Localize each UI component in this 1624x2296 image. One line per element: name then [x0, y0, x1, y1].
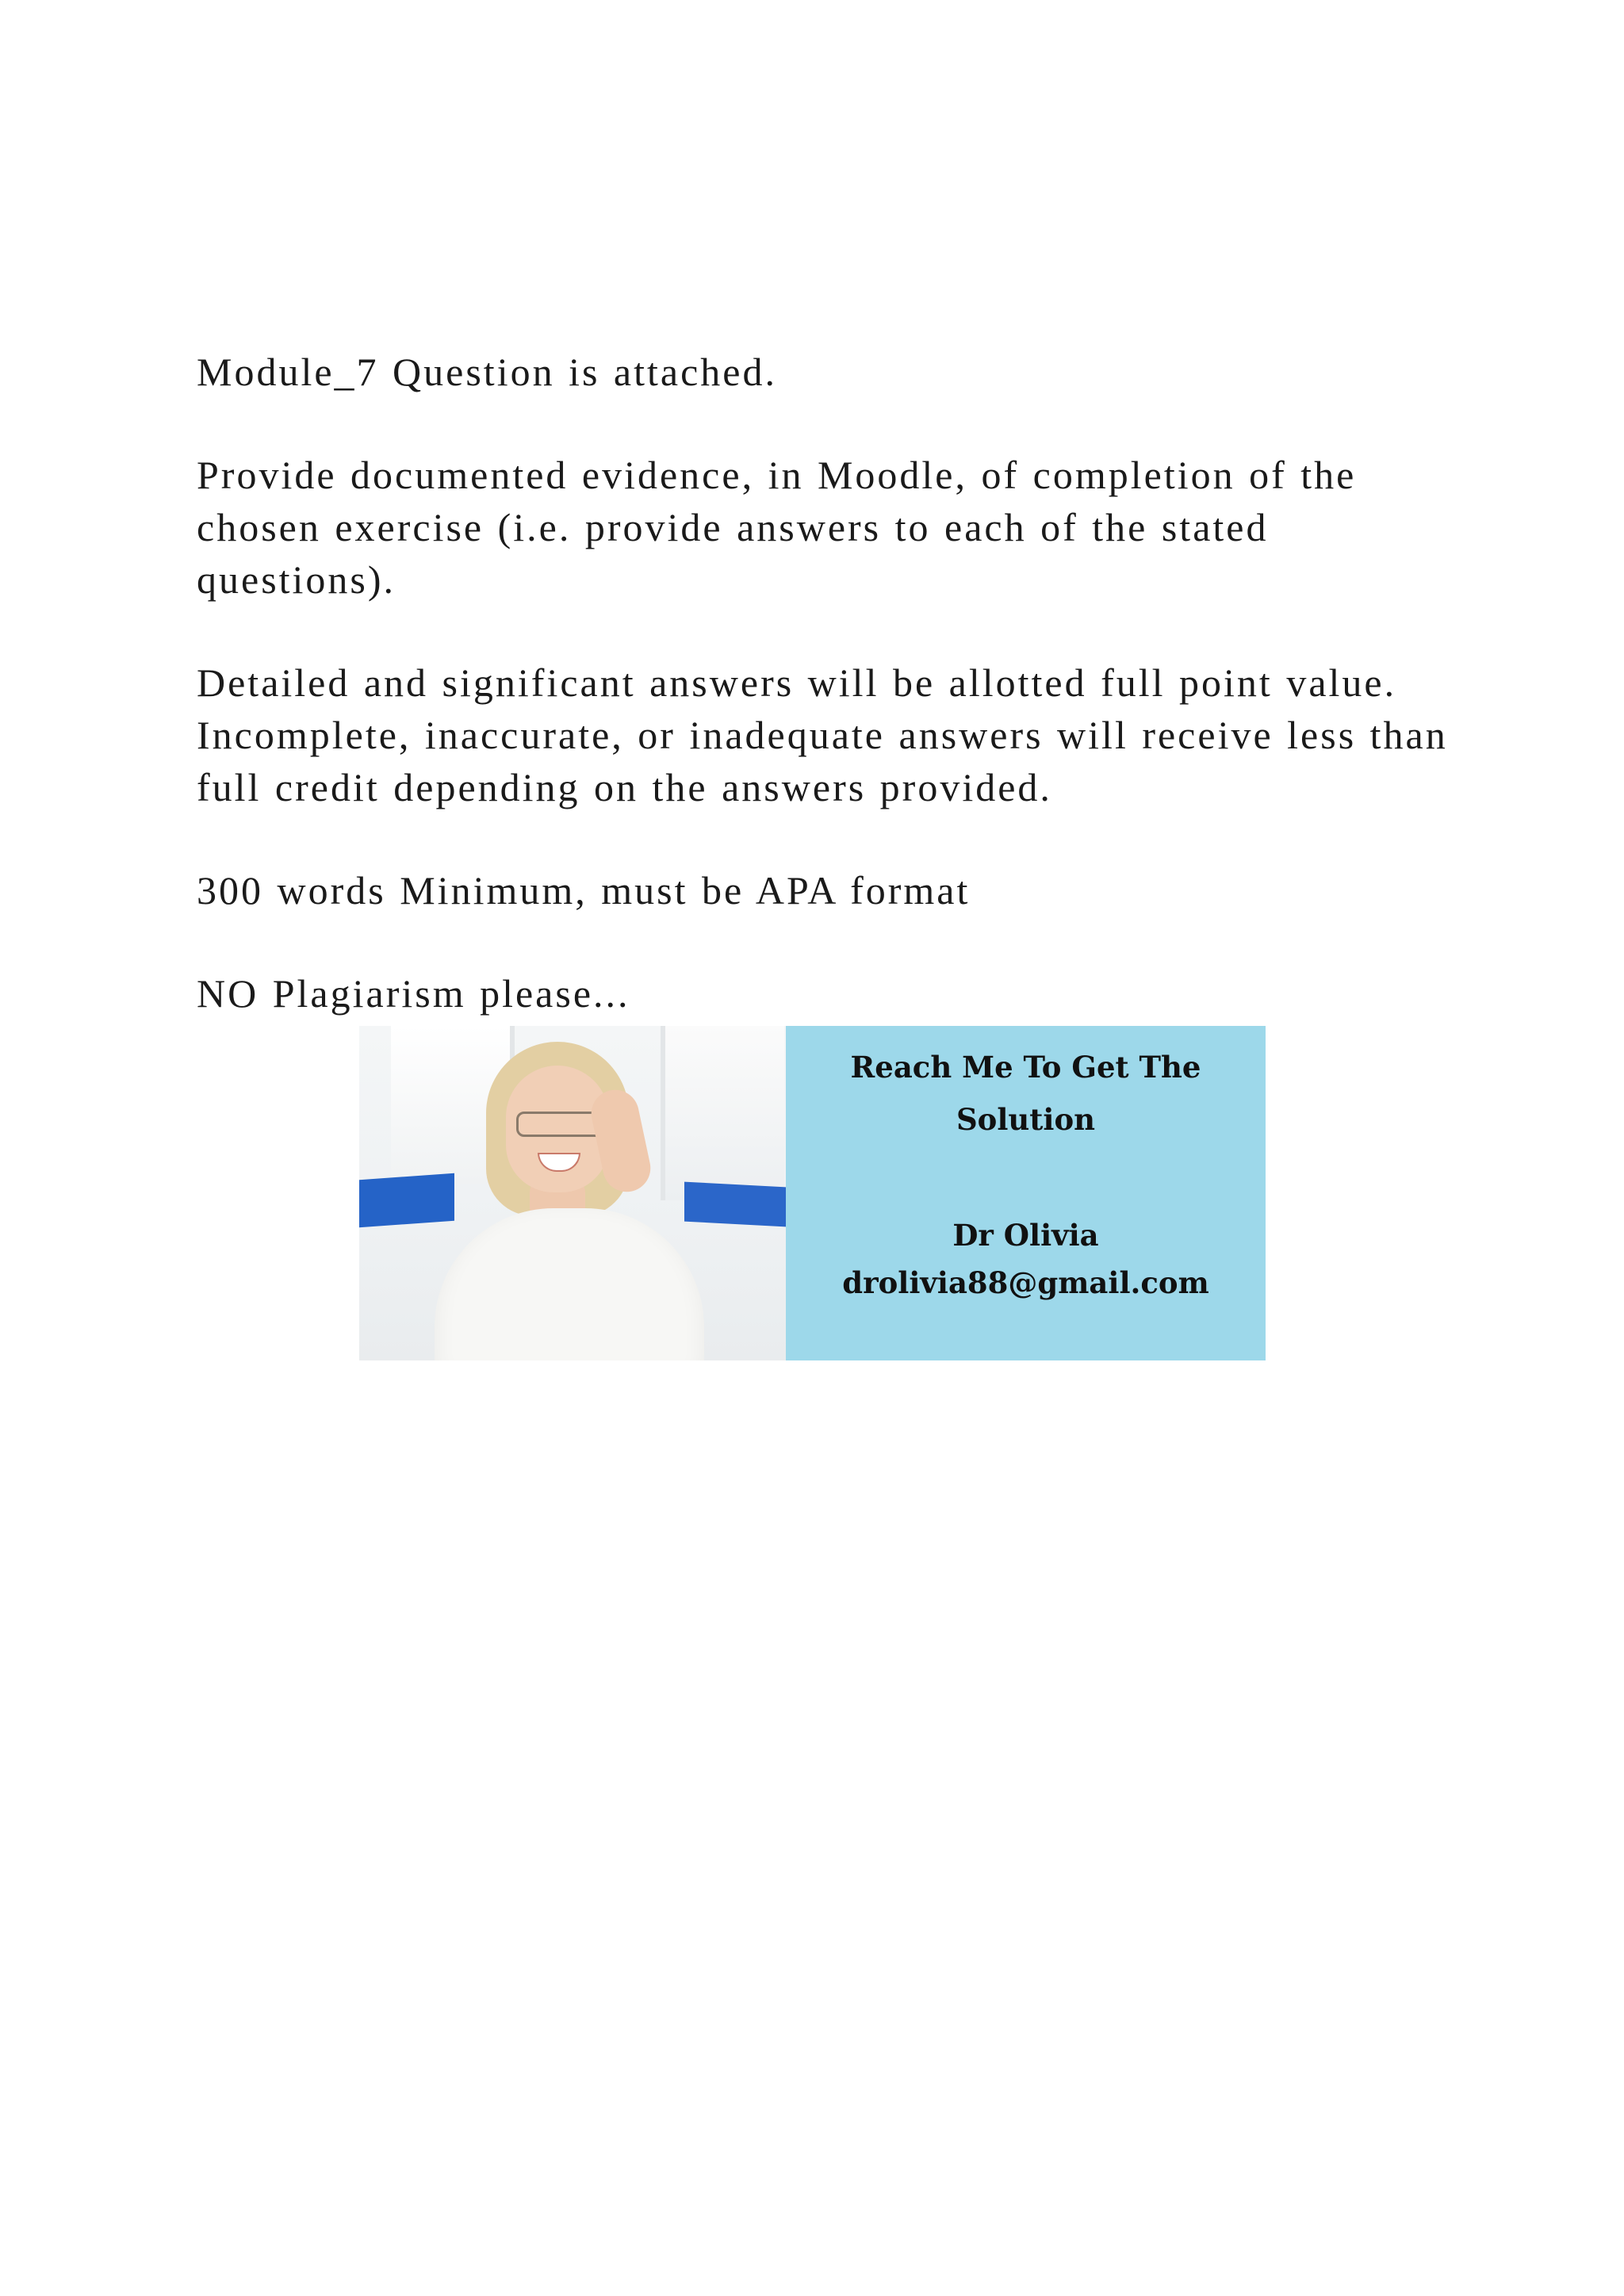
contact-email: drolivia88@gmail.com: [842, 1265, 1209, 1300]
card-heading-line1: Reach Me To Get The: [850, 1050, 1201, 1085]
paragraph-evidence: Provide documented evidence, in Moodle, of completion of the chosen exercise (i.e. provide answers to each of the stated questions).: [197, 453, 1357, 602]
paragraph-grading: Detailed and significant answers will be allotted full point value. Incomplete, inaccurate, or inadequate answers will receive less than full credit depending on the answers provided.: [197, 660, 1448, 809]
contact-name: Dr Olivia: [952, 1218, 1099, 1253]
woman-photo: [359, 1026, 786, 1360]
contact-banner: [359, 1026, 1266, 1360]
paragraph-plagiarism: NO Plagiarism please...: [197, 971, 630, 1016]
paragraph-word-count: 300 words Minimum, must be APA format: [197, 868, 971, 913]
card-heading-line2: Solution: [956, 1102, 1096, 1137]
paragraph-module-title: Module_7 Question is attached.: [197, 350, 777, 394]
contact-card: [786, 1026, 1266, 1360]
assignment-text: [197, 346, 1497, 1070]
